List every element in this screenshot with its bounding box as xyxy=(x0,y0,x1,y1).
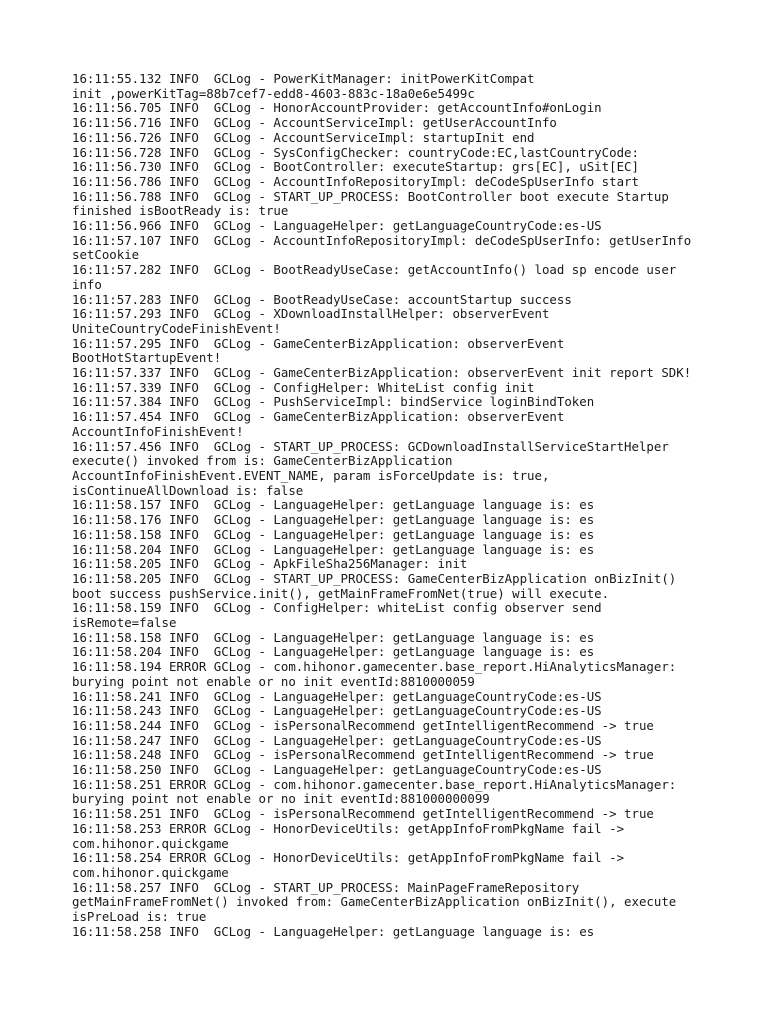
log-line: AccountInfoFinishEvent! xyxy=(72,423,244,439)
log-line: isRemote=false xyxy=(72,615,177,631)
log-line: 16:11:58.254 ERROR GCLog - HonorDeviceUtils: getAppInfoFromPkgName fail -> xyxy=(72,850,625,866)
log-line: 16:11:58.253 ERROR GCLog - HonorDeviceUtils: getAppInfoFromPkgName fail -> xyxy=(72,820,625,836)
log-line: 16:11:58.247 INFO GCLog - LanguageHelper: getLanguageCountryCode:es-US xyxy=(72,732,602,748)
log-line: 16:11:58.241 INFO GCLog - LanguageHelper: getLanguageCountryCode:es-US xyxy=(72,688,602,704)
log-line: init ,powerKitTag=88b7cef7-edd8-4603-883c-18a0e6e5499c xyxy=(72,85,475,101)
log-line: 16:11:57.384 INFO GCLog - PushServiceImpl: bindService loginBindToken xyxy=(72,394,595,410)
log-line: 16:11:58.257 INFO GCLog - START_UP_PROCESS: MainPageFrameRepository xyxy=(72,879,580,895)
log-line: 16:11:58.158 INFO GCLog - LanguageHelper: getLanguage language is: es xyxy=(72,629,595,645)
log-line: 16:11:58.251 ERROR GCLog - com.hihonor.gamecenter.base_report.HiAnalyticsManager: xyxy=(72,776,677,792)
log-line: 16:11:55.132 INFO GCLog - PowerKitManager: initPowerKitCompat xyxy=(72,71,535,86)
log-line: 16:11:56.726 INFO GCLog - AccountServiceImpl: startupInit end xyxy=(72,129,535,145)
log-line: 16:11:56.966 INFO GCLog - LanguageHelper: getLanguageCountryCode:es-US xyxy=(72,218,602,234)
log-line: getMainFrameFromNet() invoked from: GameCenterBizApplication onBizInit(), execute xyxy=(72,894,677,910)
log-line: 16:11:58.251 INFO GCLog - isPersonalRecommend getIntelligentRecommend -> true xyxy=(72,806,654,822)
log-line: com.hihonor.quickgame xyxy=(72,835,229,851)
log-line: 16:11:58.204 INFO GCLog - LanguageHelper: getLanguage language is: es xyxy=(72,541,595,557)
log-line: 16:11:56.728 INFO GCLog - SysConfigChecker: countryCode:EC,lastCountryCode: xyxy=(72,144,639,160)
log-line: 16:11:58.205 INFO GCLog - ApkFileSha256Manager: init xyxy=(72,556,468,572)
log-line: 16:11:56.730 INFO GCLog - BootController: executeStartup: grs[EC], uSit[EC] xyxy=(72,159,639,175)
log-line: 16:11:58.250 INFO GCLog - LanguageHelper: getLanguageCountryCode:es-US xyxy=(72,762,602,778)
log-line: 16:11:58.159 INFO GCLog - ConfigHelper: whiteList config observer send xyxy=(72,600,602,616)
log-line: setCookie xyxy=(72,247,140,263)
log-line: 16:11:56.716 INFO GCLog - AccountServiceImpl: getUserAccountInfo xyxy=(72,115,557,131)
log-line: 16:11:57.293 INFO GCLog - XDownloadInstallHelper: observerEvent xyxy=(72,306,550,322)
log-line: 16:11:57.282 INFO GCLog - BootReadyUseCase: getAccountInfo() load sp encode user xyxy=(72,262,677,278)
log-line: 16:11:57.283 INFO GCLog - BootReadyUseCase: accountStartup success xyxy=(72,291,572,307)
log-line: 16:11:58.176 INFO GCLog - LanguageHelper: getLanguage language is: es xyxy=(72,512,595,528)
log-line: 16:11:57.456 INFO GCLog - START_UP_PROCESS: GCDownloadInstallServiceStartHelper xyxy=(72,438,669,454)
log-line: 16:11:58.158 INFO GCLog - LanguageHelper: getLanguage language is: es xyxy=(72,526,595,542)
log-line: boot success pushService.init(), getMainFrameFromNet(true) will execute. xyxy=(72,585,610,601)
log-line: com.hihonor.quickgame xyxy=(72,864,229,880)
log-line: 16:11:57.107 INFO GCLog - AccountInfoRepositoryImpl: deCodeSpUserInfo: getUserInfo xyxy=(72,232,692,248)
log-line: 16:11:57.454 INFO GCLog - GameCenterBizApplication: observerEvent xyxy=(72,409,565,425)
log-line: burying point not enable or no init eventId:881000000099 xyxy=(72,791,490,807)
log-line: 16:11:58.205 INFO GCLog - START_UP_PROCESS: GameCenterBizApplication onBizInit() xyxy=(72,570,677,586)
log-line: isPreLoad is: true xyxy=(72,909,207,925)
log-line: 16:11:56.786 INFO GCLog - AccountInfoRepositoryImpl: deCodeSpUserInfo start xyxy=(72,173,639,189)
log-line: 16:11:57.339 INFO GCLog - ConfigHelper: WhiteList config init xyxy=(72,379,535,395)
log-line: execute() invoked from is: GameCenterBizApplication xyxy=(72,453,453,469)
log-line: 16:11:58.204 INFO GCLog - LanguageHelper: getLanguage language is: es xyxy=(72,644,595,660)
log-line: 16:11:56.788 INFO GCLog - START_UP_PROCESS: BootController boot execute Startup xyxy=(72,188,669,204)
log-line: 16:11:58.258 INFO GCLog - LanguageHelper: getLanguage language is: es xyxy=(72,923,595,939)
log-text-block xyxy=(72,72,712,939)
log-line: 16:11:57.337 INFO GCLog - GameCenterBizApplication: observerEvent init report SDK! xyxy=(72,365,692,381)
log-line: info xyxy=(72,276,102,292)
log-line: UniteCountryCodeFinishEvent! xyxy=(72,320,281,336)
log-line: AccountInfoFinishEvent.EVENT_NAME, param isForceUpdate is: true, xyxy=(72,467,550,483)
log-line: 16:11:58.243 INFO GCLog - LanguageHelper: getLanguageCountryCode:es-US xyxy=(72,703,602,719)
log-line: burying point not enable or no init eventId:8810000059 xyxy=(72,673,475,689)
log-line: 16:11:58.244 INFO GCLog - isPersonalRecommend getIntelligentRecommend -> true xyxy=(72,717,654,733)
log-line: 16:11:57.295 INFO GCLog - GameCenterBizApplication: observerEvent xyxy=(72,335,565,351)
log-line: finished isBootReady is: true xyxy=(72,203,289,219)
log-line: BootHotStartupEvent! xyxy=(72,350,222,366)
log-line: 16:11:58.248 INFO GCLog - isPersonalRecommend getIntelligentRecommend -> true xyxy=(72,747,654,763)
log-line: 16:11:58.157 INFO GCLog - LanguageHelper: getLanguage language is: es xyxy=(72,497,595,513)
log-line: 16:11:58.194 ERROR GCLog - com.hihonor.gamecenter.base_report.HiAnalyticsManager: xyxy=(72,659,677,675)
log-line: isContinueAllDownload is: false xyxy=(72,482,304,498)
log-line: 16:11:56.705 INFO GCLog - HonorAccountProvider: getAccountInfo#onLogin xyxy=(72,100,602,116)
